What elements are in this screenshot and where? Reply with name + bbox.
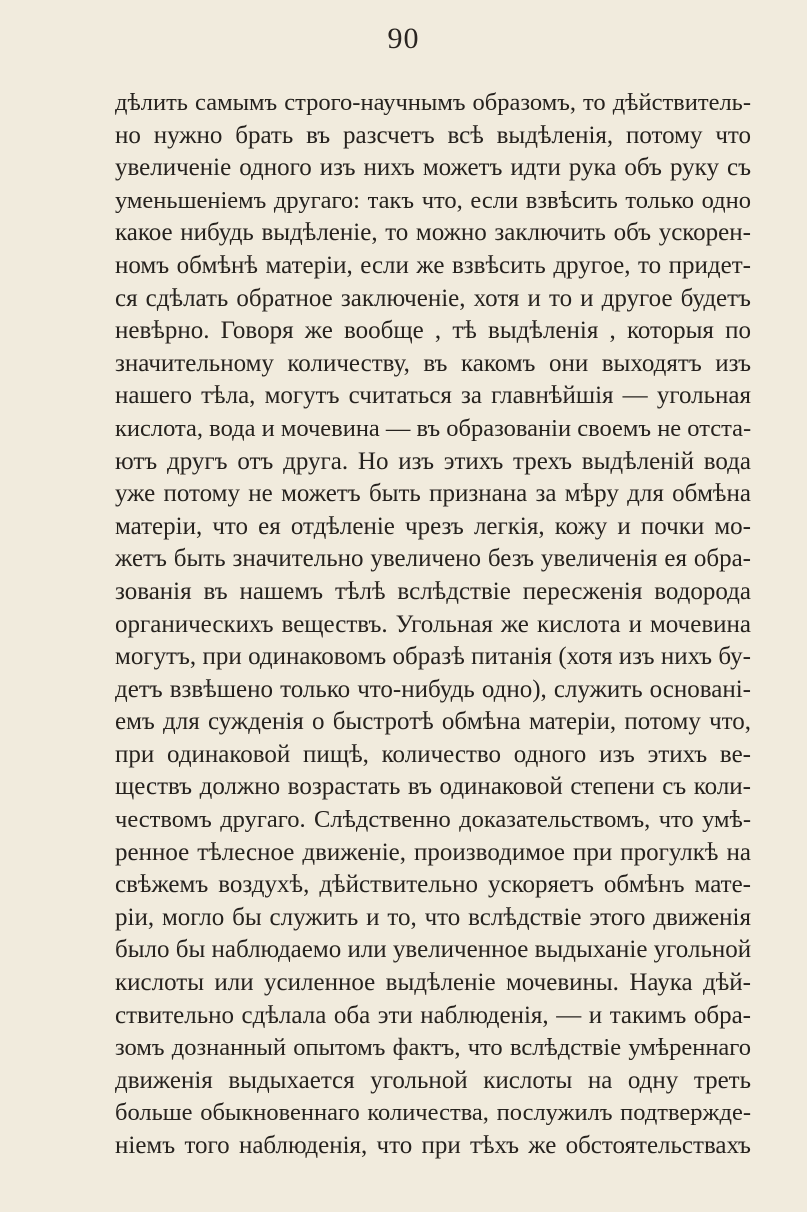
text-line: уменьшеніемъ другаго: такъ что, если взвѣсить только одно xyxy=(115,186,751,214)
text-line: зомъ дознанный опытомъ фактъ, что вслѣдствіе умѣреннаго xyxy=(115,1034,751,1062)
text-line: невѣрно. Говоря же вообще , тѣ выдѣленія , которыя по xyxy=(115,317,751,345)
text-line: могутъ, при одинаковомъ образѣ питанія (хотя изъ нихъ бу- xyxy=(115,643,751,671)
text-line: жетъ быть значительно увеличено безъ увеличенія ея обра- xyxy=(115,545,751,573)
text-line: ютъ другъ отъ друга. Но изъ этихъ трехъ выдѣленій вода xyxy=(115,447,751,475)
text-line: чествомъ другаго. Слѣдственно доказательствомъ, что умѣ- xyxy=(115,806,751,834)
text-line: свѣжемъ воздухѣ, дѣйствительно ускоряетъ обмѣнъ мате- xyxy=(115,871,751,899)
text-line: было бы наблюдаемо или увеличенное выдыханіе угольной xyxy=(115,936,751,964)
text-line: ществъ должно возрастать въ одинаковой степени съ коли- xyxy=(115,773,751,801)
text-line: матеріи, что ея отдѣленіе чрезъ легкія, кожу и почки мо- xyxy=(115,512,751,540)
text-line: больше обыкновеннаго количества, послужилъ подтвержде- xyxy=(115,1099,751,1127)
text-line: движенія выдыхается угольной кислоты на одну треть xyxy=(115,1066,751,1094)
text-line: кислота, вода и мочевина — въ образованіи своемъ не отста- xyxy=(115,414,751,442)
text-line: зованія въ нашемъ тѣлѣ вслѣдствіе пересженія водорода xyxy=(115,577,751,605)
text-line: номъ обмѣнѣ матеріи, если же взвѣсить другое, то придет- xyxy=(115,251,751,279)
text-line: при одинаковой пищѣ, количество одного изъ этихъ ве- xyxy=(115,740,751,768)
page-number: 90 xyxy=(387,22,420,55)
text-line: органическихъ веществъ. Угольная же кислота и мочевина xyxy=(115,610,751,638)
text-line: ренное тѣлесное движеніе, производимое при прогулкѣ на xyxy=(115,838,751,866)
text-line: ніемъ того наблюденія, что при тѣхъ же обстоятельствахъ xyxy=(115,1132,751,1159)
text-line: детъ взвѣшено только что-нибудь одно), служить основані- xyxy=(115,675,751,703)
text-line: ся сдѣлать обратное заключеніе, хотя и то и другое будетъ xyxy=(115,284,751,312)
text-line: ріи, могло бы служить и то, что вслѣдствіе этого движенія xyxy=(115,903,751,931)
text-line: значительному количеству, въ какомъ они выходятъ изъ xyxy=(115,349,751,377)
text-line: дѣлить самымъ строго-научнымъ образомъ, то дѣйствитель- xyxy=(115,89,751,116)
text-line: но нужно брать въ разсчетъ всѣ выдѣленія, потому что xyxy=(115,121,751,149)
text-line: ствительно сдѣлала оба эти наблюденія, — и такимъ обра- xyxy=(115,1001,751,1029)
text-line: кислоты или усиленное выдѣленіе мочевины. Наука дѣй- xyxy=(115,969,751,997)
text-line: емъ для сужденія о быстротѣ обмѣна матеріи, потому что, xyxy=(115,708,751,736)
text-line: какое нибудь выдѣленіе, то можно заключить объ ускорен- xyxy=(115,219,751,247)
text-line: увеличеніе одного изъ нихъ можетъ идти рука объ руку съ xyxy=(115,154,751,182)
text-line: нашего тѣла, могутъ считаться за главнѣйшія — угольная xyxy=(115,382,751,410)
body-text xyxy=(115,87,751,1163)
text-line: уже потому не можетъ быть признана за мѣру для обмѣна xyxy=(115,480,751,508)
